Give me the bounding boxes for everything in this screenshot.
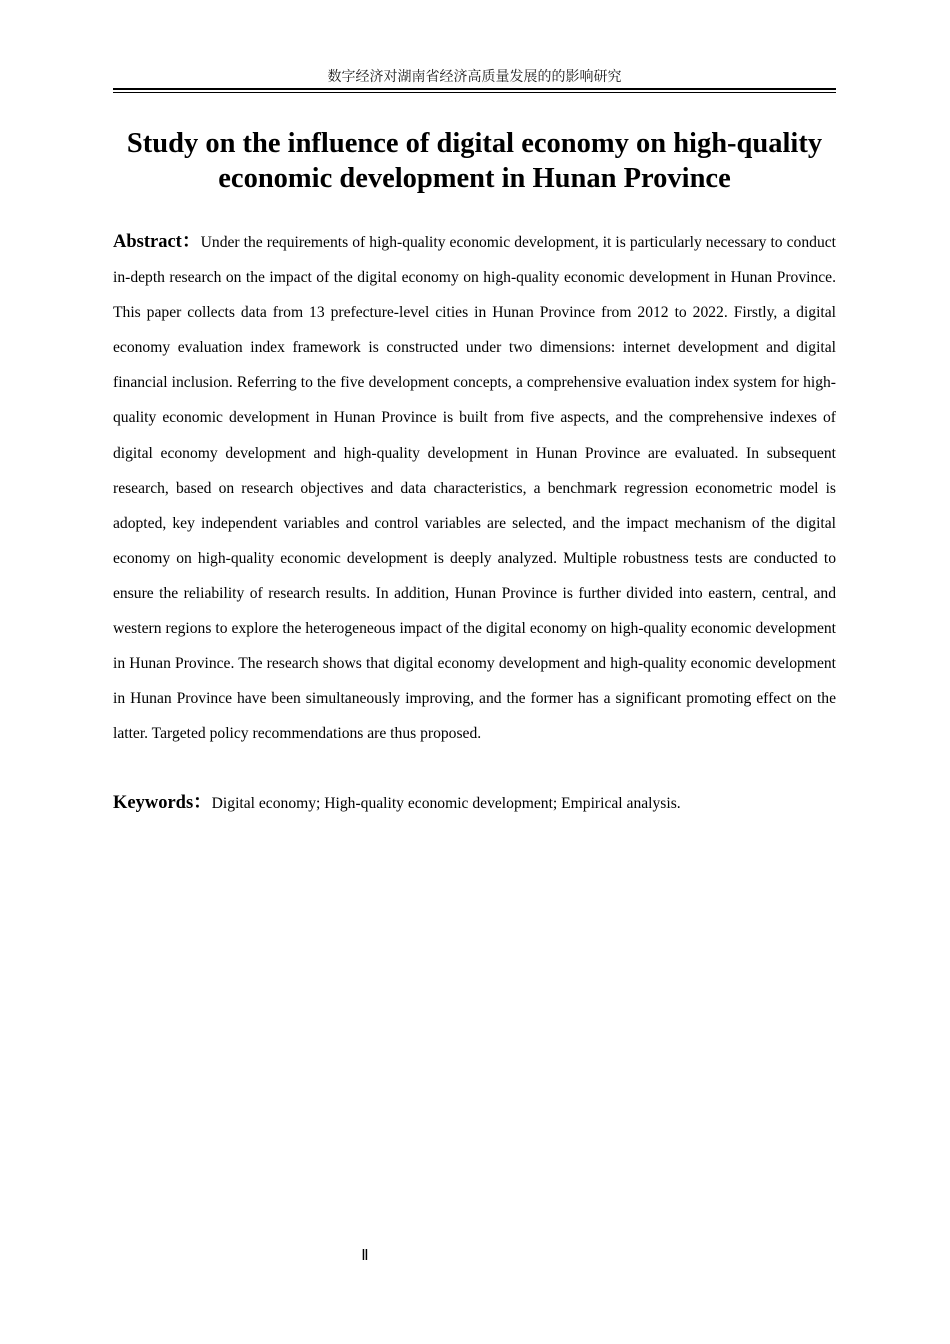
keywords-text: Digital economy; High-quality economic development; Empirical analysis. [211,795,681,812]
abstract-label: Abstract： [113,232,201,252]
abstract-text: Under the requirements of high-quality economic development, it is particularly necessary to conduct in-depth research on the impact of the digital economy on high-quality economic development in Hunan Province. This paper collects data from 13 prefecture-level cities in Hunan Province from 2012 to 2022. Firstly, a digital economy evaluation index framework is constructed under two dimensions: internet development and digital financial inclusion. Referring to the five development concepts, a comprehensive evaluation index system for high-quality economic development in Hunan Province is built from five aspects, and the comprehensive indexes of digital economy development and high-quality development in Hunan Province are evaluated. In subsequent research, based on research objectives and data characteristics, a benchmark regression econometric model is adopted, key independent variables and control variables are selected, and the impact mechanism of the digital economy on high-quality economic development is deeply analyzed. Multiple robustness tests are conducted to ensure the reliability of research results. In addition, Hunan Province is further divided into eastern, central, and western regions to explore the heterogeneous impact of the digital economy on high-quality economic development in Hunan Province. The research shows that digital economy development and high-quality economic development in Hunan Province have been simultaneously improving, and the former has a significant promoting effect on the latter. Targeted policy recommendations are thus proposed. [113,234,837,743]
paper-title: Study on the influence of digital economy on high-quality economic development in Hunan Province [126,128,823,194]
keywords-paragraph [113,789,836,818]
page-number: Ⅱ [361,1248,369,1264]
header-rule-thick [113,88,836,90]
abstract-paragraph [113,225,836,751]
header-rule-thin [113,92,836,93]
keywords-label: Keywords： [113,793,212,813]
running-header: 数字经济对湖南省经济高质量发展的的影响研究 [327,69,622,85]
